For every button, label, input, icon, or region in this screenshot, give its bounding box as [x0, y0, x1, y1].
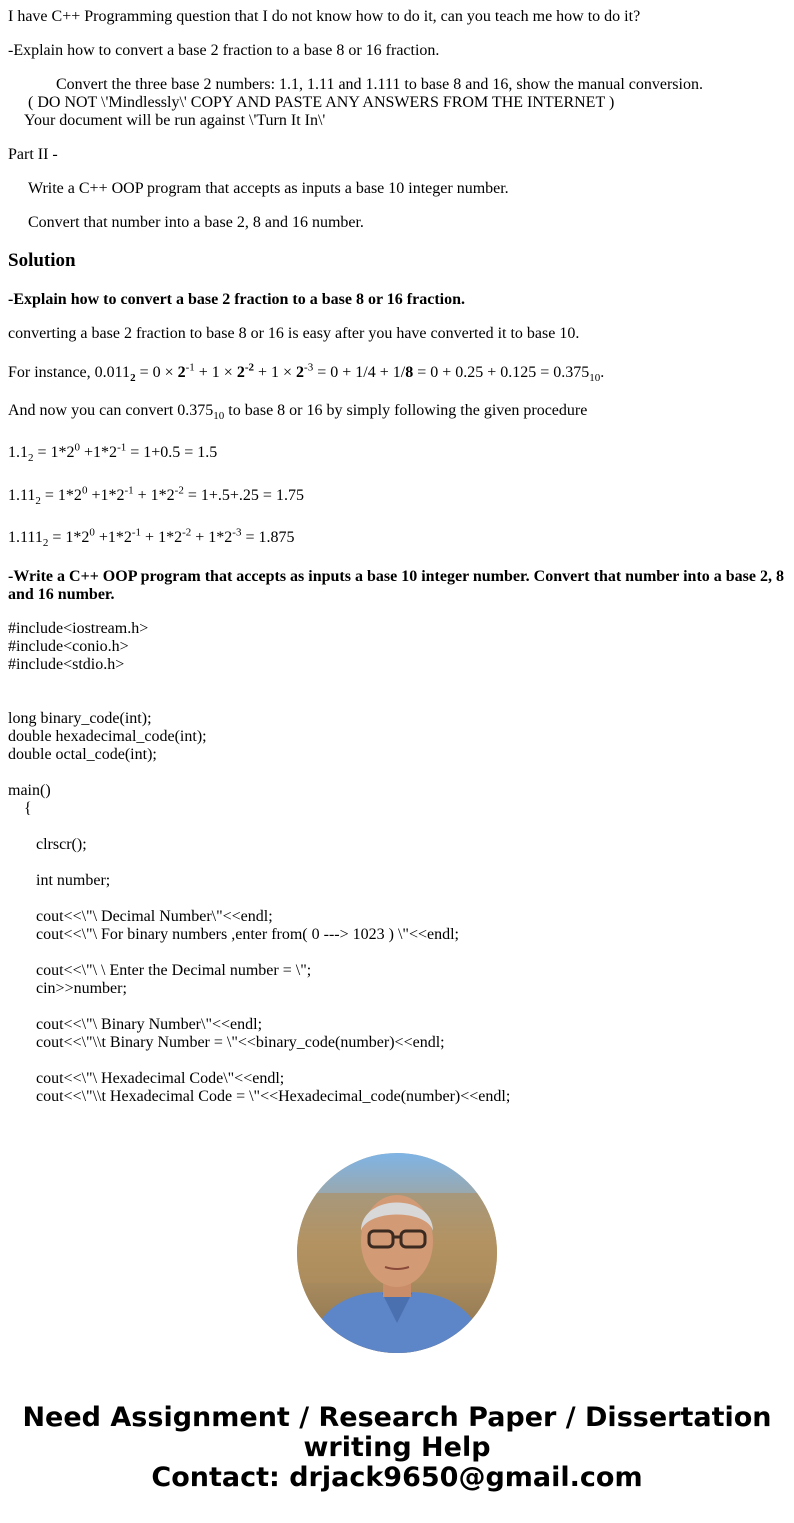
- solution-example-line: For instance, $0.011_2 = 0 \times 2^{-1} + 1 \times 2^{-2} + 1 \times 2^{-3} = 0 + 1/4 + 1/8 = 0 + 0.25 + 0.125 = 0.375_{10}$.: [8, 361, 605, 385]
- solution-subheading-2b: and 16 number.: [8, 586, 115, 603]
- code-line: cout<<\"\ \ Enter the Decimal number = \";: [36, 962, 312, 979]
- solution-paragraph-1: converting a base 2 fraction to base 8 or 16 is easy after you have converted it to base 10.: [8, 325, 580, 342]
- banner-contact[interactable]: Contact: drjack9650@gmail.com: [151, 1462, 643, 1493]
- p3-prefix: And now you can convert 0.375: [8, 402, 214, 419]
- code-line: cout<<\"\ Decimal Number\"<<endl;: [36, 908, 273, 925]
- example-term: + 1 ×: [194, 364, 237, 381]
- banner-line-1: Need Assignment / Research Paper / Dissertation: [22, 1402, 772, 1433]
- eq1-rhs: = 1*2: [33, 444, 75, 461]
- solution-subheading-2: -Write a C++ OOP program that accepts as inputs a base 10 integer number. Convert that number into a base 2, 8: [8, 568, 785, 585]
- question-task1-detail: Convert the three base 2 numbers: 1.1, 1.11 and 1.111 to base 8 and 16, show the manual conversion.: [56, 76, 703, 93]
- code-line: long binary_code(int);: [8, 710, 152, 727]
- equation-2: $1.11_2 = 1*2^0 +1*2^{-1} + 1*2^{-2} = 1+.5+.25 = 1.75$: [8, 484, 304, 508]
- eq2-end: = 1+.5+.25 = 1.75: [183, 487, 304, 504]
- example-eq: = 0 + 1/4 + 1/: [313, 364, 406, 381]
- example-term-2: + 1 ×: [254, 364, 297, 381]
- solution-paragraph-3: And now you can convert $0.375_{10}$ to base 8 or 16 by simply following the given procedure: [8, 402, 588, 423]
- solution-heading: Solution: [8, 250, 76, 271]
- question-warning2: Your document will be run against \'Turn It In\': [24, 112, 326, 129]
- avatar-portrait-icon: [297, 1153, 497, 1353]
- banner-line-2: writing Help: [303, 1432, 491, 1463]
- example-end: = 0 + 0.25 + 0.125 = 0.375: [413, 364, 590, 381]
- eq1-end: = 1+0.5 = 1.5: [126, 444, 218, 461]
- eq3-end: = 1.875: [241, 529, 295, 546]
- code-line: main(): [8, 782, 51, 799]
- question-intro: I have C++ Programming question that I do not know how to do it, can you teach me how to do it?: [8, 8, 641, 25]
- avatar: [297, 1153, 497, 1353]
- code-line: cout<<\"\\t Binary Number = \"<<binary_code(number)<<endl;: [36, 1034, 445, 1051]
- question-task1: -Explain how to convert a base 2 fraction to a base 8 or 16 fraction.: [8, 42, 440, 59]
- contact-banner: [0, 1403, 794, 1493]
- code-line: cout<<\"\ Hexadecimal Code\"<<endl;: [36, 1070, 285, 1087]
- code-line: clrscr();: [36, 836, 87, 853]
- code-line: cout<<\"\\t Hexadecimal Code = \"<<Hexadecimal_code(number)<<endl;: [36, 1088, 511, 1105]
- question-part2-a: Write a C++ OOP program that accepts as inputs a base 10 integer number.: [28, 180, 509, 197]
- eq2-lhs: 1.11: [8, 487, 36, 504]
- code-line: #include<iostream.h>: [8, 620, 149, 637]
- code-line: {: [24, 800, 32, 817]
- question-part2: Part II -: [8, 146, 58, 163]
- code-line: cout<<\"\ Binary Number\"<<endl;: [36, 1016, 263, 1033]
- equation-3: $1.111_2 = 1*2^0 +1*2^{-1} + 1*2^{-2} + 1*2^{-3} = 1.875$: [8, 526, 295, 550]
- code-line: cout<<\"\ For binary numbers ,enter from( 0 ---> 1023 ) \"<<endl;: [36, 926, 459, 943]
- code-line: #include<conio.h>: [8, 638, 129, 655]
- equation-1: $1.1_2 = 1*2^0 +1*2^{-1} = 1+0.5 = 1.5$: [8, 441, 218, 465]
- eq3-lhs: 1.111: [8, 529, 43, 546]
- example-mid: = 0 ×: [135, 364, 178, 381]
- example-prefix: For instance, 0.011: [8, 364, 131, 381]
- code-line: double octal_code(int);: [8, 746, 157, 763]
- code-line: double hexadecimal_code(int);: [8, 728, 207, 745]
- code-line: #include<stdio.h>: [8, 656, 125, 673]
- eq1-lhs: 1.1: [8, 444, 28, 461]
- question-part2-b: Convert that number into a base 2, 8 and 16 number.: [28, 214, 364, 231]
- code-line: cin>>number;: [36, 980, 127, 997]
- solution-subheading-1: -Explain how to convert a base 2 fraction to a base 8 or 16 fraction.: [8, 291, 465, 308]
- code-line: int number;: [36, 872, 111, 889]
- p3-suffix: to base 8 or 16 by simply following the given procedure: [224, 402, 588, 419]
- question-warning1: ( DO NOT \'Mindlessly\' COPY AND PASTE ANY ANSWERS FROM THE INTERNET ): [28, 94, 615, 111]
